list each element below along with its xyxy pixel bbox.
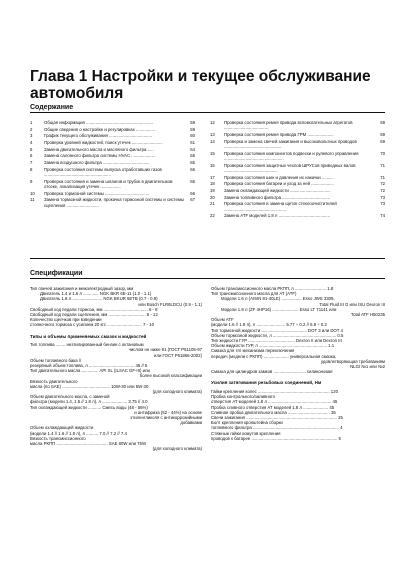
spec-line: масла РКПП ........................................... SAE 80W или 75W bbox=[30, 440, 147, 446]
toc-entry bbox=[210, 120, 385, 131]
spec-line: стояночного тормоза с усилием 20 кгс ............................. 7 - 10 bbox=[30, 322, 154, 328]
toc-entry-page: 65 bbox=[190, 153, 195, 159]
toc-left bbox=[30, 120, 195, 208]
toc-entry-number: 1 bbox=[30, 120, 33, 125]
toc-entry-text: Замена двигательного масла и масляного фильтра ..... bbox=[44, 146, 154, 152]
toc-entry bbox=[210, 175, 385, 180]
spec-line: Пробка сливного отверстия АТ моделей 1.8 л ..................... 45 bbox=[211, 404, 335, 410]
spec-line: Болт крепления кронштейна сборки bbox=[211, 420, 283, 426]
toc-entry-page: 60 bbox=[190, 133, 195, 139]
spec-line: Объем ATF bbox=[211, 317, 234, 323]
toc-entry bbox=[30, 197, 195, 208]
spec-line: Объем охлаждающей жидкости bbox=[30, 425, 94, 431]
toc-entry-number: 6 bbox=[30, 153, 33, 159]
toc-entry-page: 64 bbox=[190, 146, 195, 152]
spec-line: Тип жидкости ГУР ....................................... Dexron II или Dexron III bbox=[211, 338, 342, 344]
toc-entry-text: Замена топливного фильтра ........................................ bbox=[224, 194, 330, 200]
toc-entry-number: 22 bbox=[210, 213, 215, 219]
toc-entry-page: 66 bbox=[190, 178, 195, 184]
toc-entry-page: 73 bbox=[380, 194, 385, 200]
toc-entry bbox=[30, 120, 195, 125]
spec-line: Количество щелчков при взведении bbox=[30, 317, 102, 323]
spec-line: передач (модели с РКПП) ..................... универсальная смазка, bbox=[211, 353, 337, 359]
toc-entry-page: 66 bbox=[190, 190, 195, 196]
spec-line: Total ATF H50235 bbox=[350, 312, 385, 318]
toc-entry-page: 71 bbox=[380, 174, 385, 180]
spec-line: Сливная пробка двигательного масла ................................... 35 bbox=[211, 409, 336, 415]
spec-line: Двигатель 1.8 л ......................... NGK BKUR 6ETB (0.7 - 0.9) bbox=[40, 296, 158, 302]
toc-entry-text: Проверка тормозной системы ..................................... bbox=[44, 190, 150, 196]
toc-entry-page: 69 bbox=[380, 131, 385, 137]
spec-line: Тип охлаждающей жидкости ........... Смесь воды (48 - 56%) bbox=[30, 404, 148, 410]
toc-entry-text: Проверка состояния и замена шлангов и трубок в двигательном отсеке, локализация утечек ................. bbox=[44, 178, 173, 190]
spec-line: Тип топлива ........ неэтилированный бензин с октановым bbox=[30, 342, 144, 348]
spec-line: топливного фильтра ........................................................................ 4 bbox=[211, 425, 343, 431]
toc-entry bbox=[30, 167, 195, 178]
toc-entry bbox=[210, 132, 385, 137]
toc-entry bbox=[30, 127, 195, 132]
toc-entry-page: 73 bbox=[380, 201, 385, 207]
toc-entry-text: Замена воздушного фильтра ....................................... bbox=[44, 160, 150, 166]
toc-entry bbox=[210, 188, 385, 193]
toc-entry-page: 72 bbox=[380, 181, 385, 187]
toc-entry-number: 13 bbox=[210, 131, 215, 137]
toc-entry-page: 69 bbox=[380, 138, 385, 144]
spec-line: Тип свечей зажигания и межэлектродный зазор, мм bbox=[30, 286, 134, 291]
toc-entry-text: Проверка состояния ремня привода ГРМ ...................... bbox=[224, 131, 334, 137]
toc-entry-page: 72 bbox=[380, 188, 385, 193]
spec-line: Объем топливного бака // bbox=[30, 357, 82, 363]
toc-entry-page: 61 bbox=[190, 140, 195, 146]
spec-line: резервный объем топлива, л ...................................... 45 // 5 bbox=[30, 362, 148, 368]
spec-line: или Bosch FLR8LDCU (0.9 - 1.1) bbox=[138, 301, 202, 307]
toc-entry-text: Замена тормозной жидкости, прокачка тормозной системы и системы сцепления ........................... bbox=[44, 197, 184, 208]
spec-line: Свечи зажигания ............................................................................ 25 bbox=[211, 414, 343, 420]
spec-line: (модели 1.6 // 1.8 л), л ........................ 5.77 ÷ 0.2 // 6.9 ÷ 0.2 bbox=[211, 322, 327, 328]
toc-entry-number: 5 bbox=[30, 146, 33, 152]
chapter-title: Глава 1 Настройки и текущее обслуживание автомобиля bbox=[30, 68, 371, 102]
toc-entry-text: Проверка состояния ремня привода вспомогательных агрегатов ..................................... bbox=[224, 120, 353, 131]
toc-entry-page: 59 bbox=[190, 120, 195, 125]
divider bbox=[30, 258, 385, 259]
toc-entry-number: 3 bbox=[30, 133, 33, 139]
toc-entry bbox=[210, 163, 385, 174]
spec-heading: Спецификации bbox=[30, 270, 385, 279]
toc-entry-page: 59 bbox=[190, 126, 195, 132]
toc-entry bbox=[210, 201, 385, 212]
spec-line: Объем тормозной жидкости, л ..................................................... 0.5 bbox=[211, 332, 344, 338]
toc-entry bbox=[30, 191, 195, 196]
toc-entry-number: 2 bbox=[30, 126, 33, 132]
toc-entry-text: Проверка состояния системы выпуска отработавших газов ........................................................ bbox=[44, 166, 162, 178]
spec-line: отверстия АТ моделей 1.8 л ..................................................... 45 bbox=[211, 399, 338, 405]
toc-entry bbox=[210, 139, 385, 150]
toc-entry-number: 20 bbox=[210, 194, 215, 200]
toc-entry bbox=[30, 160, 195, 165]
toc-entry-text: Замена охлаждающей жидкости .................................. bbox=[224, 188, 331, 193]
toc-entry bbox=[30, 153, 195, 158]
spec-line: Объем трансмиссионного масла РКПП, л .......................... 1.8 bbox=[211, 286, 334, 291]
toc-entry bbox=[210, 213, 385, 218]
spec-line: Вязкость трансмиссионного bbox=[30, 435, 86, 441]
spec-line: добавками bbox=[180, 420, 202, 426]
toc-entry-page: 74 bbox=[380, 213, 385, 219]
contents-heading: Содержание bbox=[30, 104, 385, 113]
spec-line: или ГОСТ Р51866-2002) bbox=[154, 352, 202, 358]
spec-line: Пробка контрольного/заливного bbox=[211, 394, 275, 400]
toc-entry-number: 15 bbox=[210, 150, 215, 156]
toc-entry bbox=[30, 147, 195, 152]
spec-line: проводов к батарее ........................................................................ 5 bbox=[211, 435, 341, 441]
toc-entry-text: Проверка уровней жидкостей, поиск утечек .......................... bbox=[44, 140, 163, 146]
spec-right-column bbox=[211, 286, 385, 441]
spec-line: Свободный ход педали сцепления, мм ............................... 6 - 12 bbox=[30, 312, 158, 318]
toc-entry-page: 68 bbox=[380, 120, 385, 125]
toc-entry bbox=[210, 181, 385, 186]
toc-entry-number: 17 bbox=[210, 174, 215, 180]
spec-line: фильтра (модели 1.4, 1.6 // 1.8 л), л ..................... 3.75 // 4.0 bbox=[30, 399, 148, 405]
spec-line: этиленгликоля с антикоррозийными bbox=[130, 414, 202, 420]
spec-line: Объем жидкости ГУР, л ......................................................... 1.1 bbox=[211, 343, 335, 349]
toc-entry-text: Общие сведения о настройке и регулировках ................ bbox=[44, 126, 156, 132]
toc-entry bbox=[30, 179, 195, 190]
spec-line: числом не ниже 91 (ГОСТ Р51105-97 bbox=[128, 347, 202, 353]
spec-subheading: Усилия затягивания резьбовых соединений, Нм bbox=[211, 380, 322, 386]
spec-line: Свободный ход педали тормоза, мм ..................................... 6 - 8 bbox=[30, 306, 158, 312]
spec-line: Тип двигательного масла .............. API SL (ILSAC GF-III) или bbox=[30, 368, 150, 374]
spec-line: масла (по SAE) ........................................ 10W-30 или 5W-30 bbox=[30, 383, 149, 389]
toc-entry-number: 19 bbox=[210, 188, 215, 193]
toc-entry-text: Замена салонного фильтра системы HVAC .................... bbox=[44, 153, 156, 159]
toc-entry-text: Общая информация ........................................................ bbox=[44, 120, 153, 125]
spec-subheading: Типы и объемы применяемых смазок и жидкостей bbox=[30, 333, 147, 339]
spec-line: NLGI №1 или №2 bbox=[350, 364, 385, 370]
toc-entry-number: 9 bbox=[30, 178, 33, 184]
spec-line: Смазка для тяг механизма переключения bbox=[211, 348, 295, 354]
toc-entry-number: 21 bbox=[210, 201, 215, 207]
toc-entry-text: График текущего обслуживания .................................... bbox=[44, 133, 153, 139]
toc-entry-text: Проверка и замена свечей зажигания и высоковольтных проводов ................................................ bbox=[224, 138, 357, 149]
toc-entry-number: 8 bbox=[30, 166, 33, 172]
toc-entry-text: Проверка состояния батареи и уход за ней ................... bbox=[224, 181, 334, 187]
spec-line: Вязкость двигательного bbox=[30, 378, 78, 384]
toc-entry bbox=[210, 151, 385, 162]
spec-line: Модели 1.8 л (ZF 4HP16) ...................... Esso LT 71141 или bbox=[221, 306, 337, 312]
spec-line: Стяжные гайки хомутов крепления bbox=[211, 430, 281, 436]
toc-entry-text: Замена АТF моделей 1.8 л ........................................... bbox=[224, 213, 330, 219]
spec-left-column bbox=[30, 286, 202, 451]
spec-line: удовлетворяющая требованиям bbox=[321, 358, 385, 364]
toc-entry-number: 16 bbox=[210, 162, 215, 168]
toc-entry-number: 18 bbox=[210, 181, 215, 187]
toc-right bbox=[210, 120, 385, 219]
toc-entry-number: 11 bbox=[30, 197, 35, 203]
toc-entry-number: 10 bbox=[30, 190, 35, 196]
toc-entry-text: Проверка состояния и замена щеток стеклоочистителей .................................................... bbox=[224, 201, 337, 212]
toc-entry-page: 70 bbox=[380, 150, 385, 156]
spec-line: и антифриза (52 - 44%) на основе bbox=[134, 409, 202, 415]
toc-entry bbox=[210, 195, 385, 200]
toc-entry bbox=[30, 133, 195, 138]
spec-line: Total Fluid III G или ISU Dexron III bbox=[319, 301, 385, 307]
spec-line: Смазка для цилиндров замков ........................... силиконовая bbox=[211, 369, 333, 375]
spec-line: Объем двигательного масла, с заменой bbox=[30, 394, 110, 400]
toc-entry-page: 71 bbox=[380, 162, 385, 168]
toc-entry-page: 66 bbox=[190, 166, 195, 172]
spec-line: Двигатель 1.4 и 1.6 л ............. NGK BKR 6E-11 (1.0 - 1.1) bbox=[40, 291, 152, 297]
toc-entry-number: 4 bbox=[30, 140, 33, 146]
spec-line: Модели 1.6 л (AISIN 81-40LE) ................. Esso JWS 3309, bbox=[221, 296, 335, 302]
toc-entry-text: Проверка состояния шин и давления их накачки .......... bbox=[224, 174, 334, 180]
spec-line: (для холодного климата) bbox=[152, 446, 202, 452]
toc-entry-number: 7 bbox=[30, 160, 33, 166]
toc-entry-number: 14 bbox=[210, 138, 215, 144]
spec-line: Гайки крепления колес ............................................................ 120 bbox=[211, 388, 338, 394]
spec-line: Тип трансмиссионного масла для АТ (ATF) bbox=[211, 291, 297, 297]
spec-line: Тип тормозной жидкости ...................................... DOT 3 или DOT 4 bbox=[211, 327, 343, 333]
toc-entry-page: 65 bbox=[190, 160, 195, 166]
spec-line: (модели 1.4 // 1.6 // 1.8 л), л .......... 7.0 // 7.2 // 7.4 bbox=[30, 430, 127, 436]
toc-entry-number: 12 bbox=[210, 120, 215, 125]
spec-line: (для холодного климата) bbox=[152, 388, 202, 394]
toc-entry-page: 67 bbox=[190, 197, 195, 203]
toc-entry-text: Проверка состояния компонентов подвески и рулевого управления .................................................. bbox=[224, 150, 359, 161]
toc-entry bbox=[30, 140, 195, 145]
spec-line: более высокой классификации bbox=[139, 373, 202, 379]
toc-entry-text: Проверка состояния защитных чехлов ШРУСов приводных валов ............................................. bbox=[224, 162, 356, 173]
